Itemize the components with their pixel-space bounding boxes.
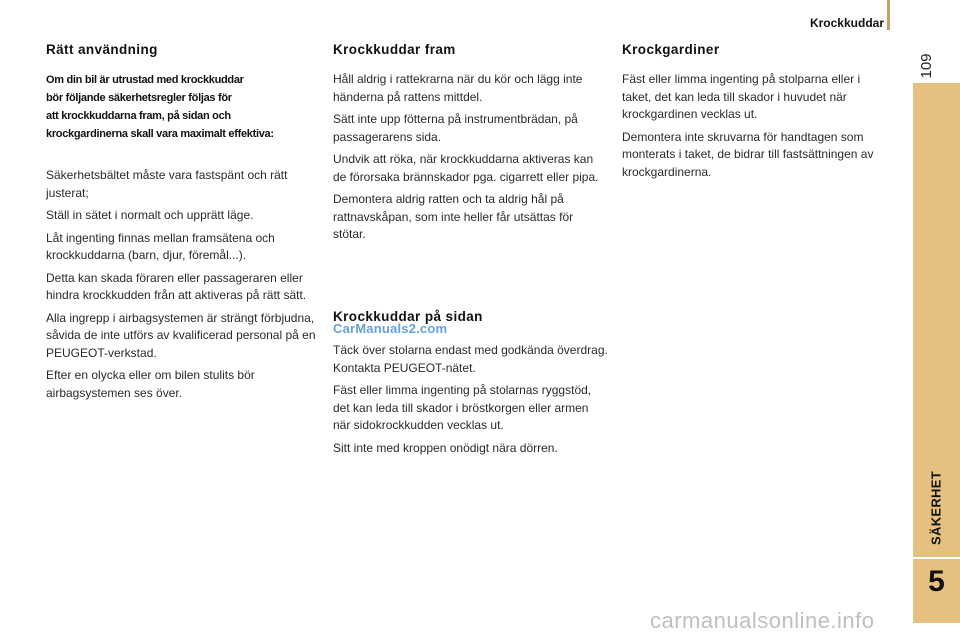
paragraph: Låt ingenting finnas mellan framsätena och krockkuddarna (barn, djur, föremål...).	[46, 230, 275, 262]
section-krockgardiner	[622, 42, 892, 186]
paragraph: Fäst eller limma ingenting på stolarnas ryggstöd, det kan leda till skador i bröstkorgen eller armen när sidokrockkudden vecklas ut.	[333, 383, 592, 432]
intro-line: krockgardinerna skall vara maximalt effektiva:	[46, 128, 274, 140]
paragraph: Alla ingrepp i airbagsystemen är strängt förbjudna, såvida de inte utförs av kvalificerad personal på en PEUGEOT-verkstad.	[46, 310, 316, 360]
section-heading: Krockkuddar fram	[333, 42, 456, 57]
intro-line: att krockkuddarna fram, på sidan och	[46, 110, 231, 122]
section-heading: Rätt användning	[46, 42, 158, 57]
chapter-tab-divider	[913, 557, 960, 559]
paragraph: Ställ in sätet i normalt och upprätt läge.	[46, 208, 254, 222]
paragraph: Säkerhetsbältet måste vara fastspänt och rätt justerat;	[46, 168, 288, 200]
chapter-number: 5	[928, 565, 945, 598]
paragraph: Sätt inte upp fötterna på instrumentbrädan, på passagerarens sida.	[333, 112, 578, 144]
paragraph: Demontera aldrig ratten och ta aldrig hål på rattnavskåpan, som inte heller får utsättas för stötar.	[333, 192, 574, 241]
intro-line: bör följande säkerhetsregler följas för	[46, 92, 232, 104]
paragraph: Sitt inte med kroppen onödigt nära dörren.	[333, 440, 558, 455]
header-rule	[887, 0, 890, 30]
paragraph: Håll aldrig i rattekrarna när du kör och lägg inte händerna på rattens mittdel.	[333, 72, 583, 104]
section-krockkuddar-fram	[333, 42, 608, 249]
chapter-label: SÄKERHET	[928, 471, 944, 545]
running-header-title: Krockkuddar	[809, 16, 884, 30]
paragraph: Undvik att röka, när krockkuddarna aktiveras kan de förorsaka brännskador pga. cigarrett eller pipa.	[333, 152, 599, 184]
section-heading: Krockkuddar på sidan	[333, 309, 483, 324]
footer-watermark: carmanualsonline.info	[650, 608, 875, 633]
paragraph: Demontera inte skruvarna för handtagen som monterats i taket, de bidrar till fastsättningen av krockgardinerna.	[622, 129, 874, 179]
intro-text	[46, 71, 316, 143]
overlay-watermark[interactable]: CarManuals2.com	[333, 321, 448, 336]
paragraph: Efter en olycka eller om bilen stulits bör airbagsystemen ses över.	[46, 368, 255, 400]
section-heading: Krockgardiner	[622, 42, 720, 57]
paragraph: Detta kan skada föraren eller passageraren eller hindra krockkudden från att aktiveras på rätt sätt.	[46, 270, 307, 302]
section-ratt-anvandning	[46, 42, 316, 407]
paragraph: Fäst eller limma ingenting på stolparna eller i taket, det kan leda till skador i huvudet när krockgardinen vecklas ut.	[622, 72, 861, 121]
intro-line: Om din bil är utrustad med krockkuddar	[46, 74, 244, 86]
paragraph: Täck över stolarna endast med godkända överdrag. Kontakta PEUGEOT-nätet.	[333, 343, 608, 375]
page-number: 109	[917, 53, 935, 79]
